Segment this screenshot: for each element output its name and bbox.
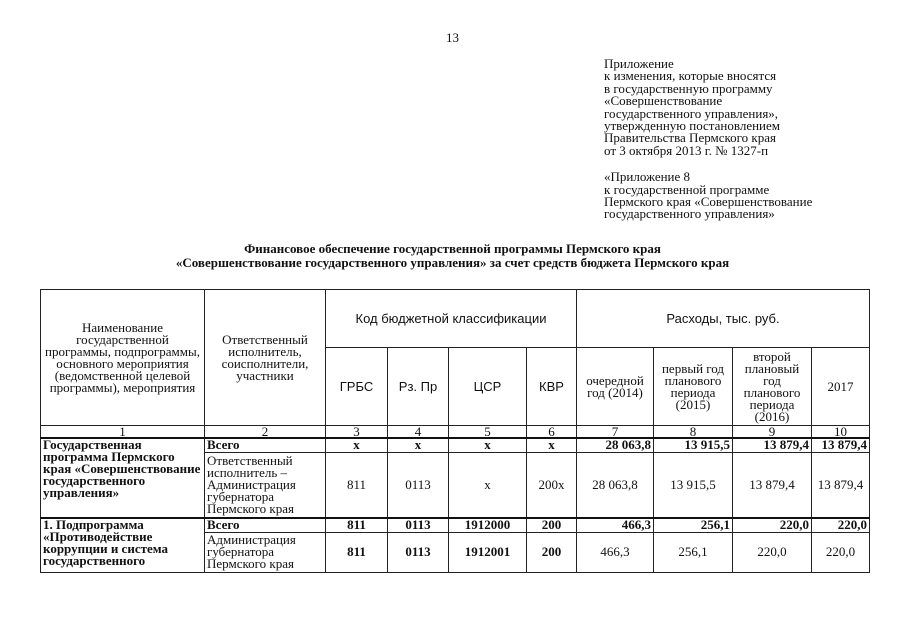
program-name: Государственная программа Пермского края «Совершенствование государственного управления» <box>41 438 205 518</box>
header-year-1: очередной год (2014) <box>577 348 654 426</box>
program-total-y2: 13 915,5 <box>654 438 733 452</box>
appendix8-line: к государственной программе <box>604 181 770 197</box>
program-total-y3: 13 879,4 <box>733 438 812 452</box>
subprogram-total-grbs: 811 <box>326 518 388 532</box>
col-number: 8 <box>654 426 733 439</box>
subprogram-total-y3: 220,0 <box>733 518 812 532</box>
program-total-rz: х <box>388 438 449 452</box>
col-number: 4 <box>388 426 449 439</box>
subprogram-resp-y1: 466,3 <box>577 532 654 572</box>
appendix-block <box>604 58 812 221</box>
document-title <box>0 242 905 270</box>
col-number: 2 <box>205 426 326 439</box>
appendix8-line: государственного управления» <box>604 206 775 222</box>
header-year-3: второй плановый год планового периода (2016) <box>733 348 812 426</box>
appendix8-line: «Приложение 8 <box>604 169 691 185</box>
subprogram-resp-executor: Администрация губернатора Пермского края <box>205 532 326 572</box>
appendix-line: в государственную программу <box>604 80 773 96</box>
subprogram-total-kvr: 200 <box>527 518 577 532</box>
col-number: 5 <box>449 426 527 439</box>
subprogram-name: 1. Подпрограмма «Противодействие коррупции и система государственного <box>41 518 205 572</box>
subprogram-resp-y4: 220,0 <box>812 532 870 572</box>
subprogram-resp-y2: 256,1 <box>654 532 733 572</box>
program-total-y4: 13 879,4 <box>812 438 870 452</box>
header-year-4: 2017 <box>812 348 870 426</box>
program-total-row <box>41 438 870 452</box>
program-total-y1: 28 063,8 <box>577 438 654 452</box>
finance-table <box>40 289 870 573</box>
col-number: 7 <box>577 426 654 439</box>
subprogram-total-y1: 466,3 <box>577 518 654 532</box>
appendix8-line: Пермского края «Совершенствование <box>604 194 813 210</box>
program-total-kvr: х <box>527 438 577 452</box>
header-name: Наименование государственной программы, подпрограммы, основного мероприятия (ведомственной целевой программы), мероприятия <box>41 290 205 426</box>
program-resp-y3: 13 879,4 <box>733 452 812 518</box>
program-resp-csr: х <box>449 452 527 518</box>
col-number: 3 <box>326 426 388 439</box>
header-rz: Рз. Пр <box>388 348 449 426</box>
appendix-line: государственного управления», <box>604 105 779 121</box>
subprogram-total-executor: Всего <box>205 518 326 532</box>
program-total-grbs: х <box>326 438 388 452</box>
header-code-group: Код бюджетной классификации <box>326 290 577 348</box>
program-resp-executor: Ответственный исполнитель – Администрация губернатора Пермского края <box>205 452 326 518</box>
appendix-line: «Совершенствование <box>604 93 723 109</box>
finance-table-wrapper <box>40 289 870 573</box>
program-resp-grbs: 811 <box>326 452 388 518</box>
header-year-2: первый год планового периода (2015) <box>654 348 733 426</box>
appendix-line: к изменения, которые вносятся <box>604 68 777 84</box>
col-number: 9 <box>733 426 812 439</box>
program-resp-rz: 0113 <box>388 452 449 518</box>
header-grbs: ГРБС <box>326 348 388 426</box>
subprogram-resp-rz: 0113 <box>388 532 449 572</box>
appendix-line: Правительства Пермского края <box>604 130 776 146</box>
title-line-2: «Совершенствование государственного управления» за счет средств бюджета Пермского края <box>175 255 730 270</box>
title-line-1: Финансовое обеспечение государственной программы Пермского края <box>244 241 661 256</box>
col-number: 10 <box>812 426 870 439</box>
header-csr: ЦСР <box>449 348 527 426</box>
program-total-executor: Всего <box>205 438 326 452</box>
subprogram-total-y2: 256,1 <box>654 518 733 532</box>
subprogram-resp-csr: 1912001 <box>449 532 527 572</box>
program-resp-y2: 13 915,5 <box>654 452 733 518</box>
col-number: 6 <box>527 426 577 439</box>
subprogram-total-csr: 1912000 <box>449 518 527 532</box>
page-number: 13 <box>446 30 459 45</box>
header-kvr: КВР <box>527 348 577 426</box>
header-executor: Ответственный исполнитель, соисполнители, участники <box>205 290 326 426</box>
subprogram-resp-y3: 220,0 <box>733 532 812 572</box>
appendix-line: утвержденную постановлением <box>604 118 781 134</box>
subprogram-total-row <box>41 518 870 532</box>
program-resp-kvr: 200х <box>527 452 577 518</box>
program-resp-y1: 28 063,8 <box>577 452 654 518</box>
subprogram-resp-kvr: 200 <box>527 532 577 572</box>
appendix-line: от 3 октября 2013 г. № 1327-п <box>604 142 769 158</box>
col-number: 1 <box>41 426 205 439</box>
subprogram-total-rz: 0113 <box>388 518 449 532</box>
program-total-csr: х <box>449 438 527 452</box>
header-expense-group: Расходы, тыс. руб. <box>577 290 870 348</box>
subprogram-resp-grbs: 811 <box>326 532 388 572</box>
program-resp-y4: 13 879,4 <box>812 452 870 518</box>
subprogram-total-y4: 220,0 <box>812 518 870 532</box>
appendix-line: Приложение <box>604 56 674 71</box>
